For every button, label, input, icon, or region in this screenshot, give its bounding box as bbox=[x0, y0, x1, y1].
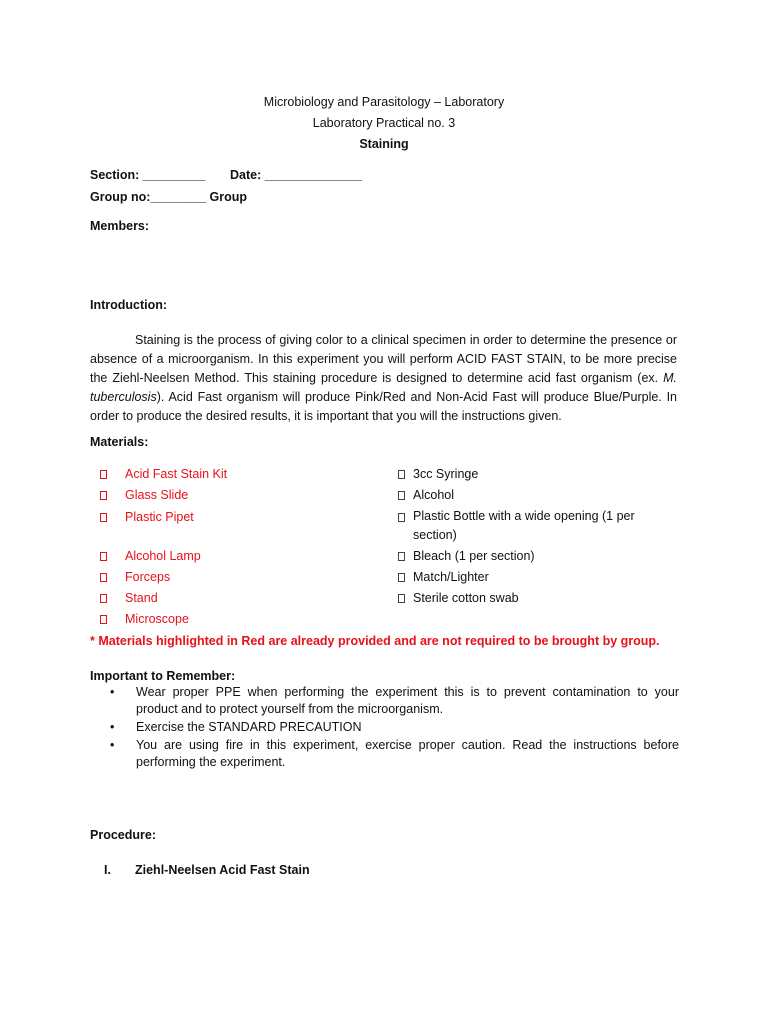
date-field: Date: ______________ bbox=[230, 168, 363, 182]
checkbox-icon bbox=[398, 594, 405, 603]
material-right-item: Bleach (1 per section) bbox=[398, 548, 405, 565]
material-right-item: Sterile cotton swab bbox=[398, 590, 405, 607]
checkbox-icon bbox=[100, 594, 107, 603]
checkbox-icon bbox=[100, 491, 107, 500]
intro-text-2: ). Acid Fast organism will produce Pink/Red and Non-Acid Fast will produce Blue/Purple. In order to produce the desired results, it is important that you will the instructions given. bbox=[90, 390, 677, 423]
material-left-item: Plastic Pipet bbox=[100, 509, 107, 526]
topic-title: Staining bbox=[359, 137, 409, 151]
material-right-item: 3cc Syringe bbox=[398, 466, 405, 483]
material-left-item: Forceps bbox=[100, 569, 107, 586]
material-left-item: Acid Fast Stain Kit bbox=[100, 466, 107, 483]
bullet-icon: • bbox=[110, 720, 115, 734]
checkbox-icon bbox=[100, 513, 107, 522]
checkbox-icon bbox=[398, 552, 405, 561]
material-right-item bbox=[398, 509, 405, 526]
course-title: Microbiology and Parasitology – Laboratory bbox=[263, 95, 505, 109]
material-right-item: Match/Lighter bbox=[398, 569, 405, 586]
checkbox-icon bbox=[100, 573, 107, 582]
document-page: Microbiology and Parasitology – Laboratory Laboratory Practical no. 3 Staining Section: _________ Date: ______________ Group no:________ Group Members: Introduction: Staining is the process of giving color to a clinical specimen in order to determine the presence or absence of a microorganism. In this experiment you will perform ACID FAST STAIN, to be more precise the Ziehl-Neelsen Method. This staining procedure is designed to determine acid fast organism (ex. M. tuberculosis). Acid Fast organism will produce Pink/Red and Non-Acid Fast will produce Blue/Purple. In order to produce the desired results, it is important that you will the instructions given. Materials: Acid Fast Stain Kit Glass Slide Plastic Pipet Alcohol Lamp Forceps Stand Microscope 3cc Syringe Alcohol Plastic Bottle with a wide opening (1 per section) Bleach (1 per section) Match/Lighter Sterile cotton swab * Materials highlighted in Red are already provided and are not required to be brought by group. Important to Remember: • Wear proper PPE when performing the experiment this is to prevent contamination to your product and to protect yourself from the microorganism. • Exercise the STANDARD PRECAUTION • You are using fire in this experiment, exercise proper caution. Read the instructions before performing the experiment. Procedure: I. Ziehl-Neelsen Acid Fast Stain bbox=[0, 0, 768, 1024]
material-left-item: Alcohol Lamp bbox=[100, 548, 107, 565]
intro-text-1: Staining is the process of giving color to a clinical specimen in order to determine the presence or absence of a microorganism. In this experiment you will perform ACID FAST STAIN, to be more precise the Ziehl-Neelsen Method. This staining procedure is designed to determine acid fast organism (ex. bbox=[90, 333, 677, 385]
introduction-paragraph bbox=[90, 331, 677, 426]
checkbox-icon bbox=[398, 513, 405, 522]
section-field: Section: _________ bbox=[90, 168, 206, 182]
checkbox-icon bbox=[398, 573, 405, 582]
procedure-step-title: Ziehl-Neelsen Acid Fast Stain bbox=[135, 863, 310, 877]
bullet-icon: • bbox=[110, 738, 115, 752]
procedure-heading: Procedure: bbox=[90, 828, 156, 842]
checkbox-icon bbox=[100, 615, 107, 624]
checkbox-icon bbox=[398, 491, 405, 500]
remember-heading: Important to Remember: bbox=[90, 669, 236, 683]
materials-note: * Materials highlighted in Red are already provided and are not required to be brought by group. bbox=[90, 634, 660, 648]
practical-title: Laboratory Practical no. 3 bbox=[312, 116, 456, 130]
material-left-item: Stand bbox=[100, 590, 107, 607]
materials-heading: Materials: bbox=[90, 435, 149, 449]
intro-organism-italic: M. tuberculosis bbox=[90, 371, 677, 404]
checkbox-icon bbox=[398, 470, 405, 479]
procedure-numeral: I. bbox=[104, 863, 111, 877]
group-field: Group no:________ Group bbox=[90, 190, 247, 204]
members-label: Members: bbox=[90, 219, 150, 233]
checkbox-icon bbox=[100, 470, 107, 479]
material-left-item: Microscope bbox=[100, 611, 107, 628]
bullet-icon: • bbox=[110, 685, 115, 699]
introduction-heading: Introduction: bbox=[90, 298, 168, 312]
material-left-item: Glass Slide bbox=[100, 487, 107, 504]
material-right-item-text: Plastic Bottle with a wide opening (1 per section) bbox=[413, 509, 635, 542]
material-right-item: Alcohol bbox=[398, 487, 405, 504]
checkbox-icon bbox=[100, 552, 107, 561]
